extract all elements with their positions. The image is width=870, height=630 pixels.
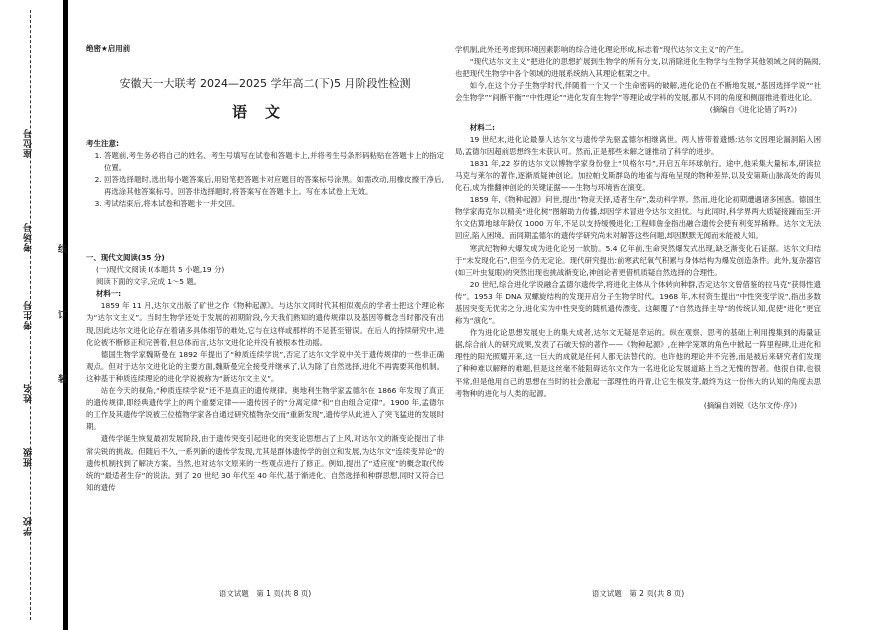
page-footer: 语文试题 第 2 页(共 8 页) [591,589,685,598]
notice-item: 2. 回答选择题时,选出每小题答案后,用铅笔把答题卡对应题目的答案标号涂黑。如需改动,用橡皮擦干净后,再选涂其他答案标号。回答非选择题时,将答案写在答题卡上。写在本试卷上无效。 [104,174,444,198]
paragraph: 站在今天的视角,“种质连续学说”还不是真正的遗传规律。奥地利生物学家孟德尔在 1866 年发现了真正的遗传规律,即经典遗传学上的两个重要定律——遗传因子的“分离定律”和“自由组合定律”。1900 年,孟德尔的工作及其遗传学说被三位植物学家各自通过研究植物杂交而“重新发现”,遗传学从此进入了突飞猛进的发展时期。 [86,386,444,432]
reading-passage-2 [455,44,821,412]
reading-passage-1 [86,252,444,494]
paragraph: 1831 年,22 岁的达尔文以博物学家身份登上“贝格尔号”,开启五年环球航行。途中,他采集大量标本,研读拉马克与莱尔的著作,逐渐质疑神创论。加拉帕戈斯群岛的地雀与海龟呈现的物种差异,以及安第斯山脉高处的海贝化石,成为推翻神创论的关键证据——生物与环境皆在演变。 [455,158,821,193]
paragraph: 寒武纪物种大爆发成为进化论另一软肋。5.4 亿年前,生命突然爆发式出现,缺乏渐变化石证据。达尔文归结于“未发现化石”,但至今仍无定论。现代研究提出:前寒武纪氧气积累与身体结构为爆发创造条件。此外,复杂器官(如三叶虫复眼)的突然出现也挑战渐变论,神创论者更借机质疑自然选择的合理性。 [455,243,821,277]
candidate-number-label: 考生号 [24,300,34,330]
paragraph: 德国生物学家魏斯曼在 1892 年提出了“种质连续学说”,否定了达尔文学说中关于遗传规律的一些非正确观点。但对于达尔文进化论的主要方面,魏斯曼完全接受并继承了,认为除了自然选择,进化不再需要其他机制。这种基于种质连续理论的进化学说被称为“新达尔文主义”。 [86,349,444,383]
candidate-notice [86,138,444,211]
subject-title: 语文 [231,103,298,121]
paragraph: “现代达尔文主义”把进化的思想扩展到生物学的所有分支,以消除进化生物学与生物学其他领域之间的隔阂,也把现代生物学中各个领域的进展系统纳入其理论框架之中。 [455,57,821,79]
page-footer: 语文试题 第 1 页(共 8 页) [218,589,312,598]
paragraph: 20 世纪,综合进化学说融合孟德尔遗传学,将进化主体从个体转向种群,否定达尔文曾借鉴的拉马克“获得性遗传”。1953 年 DNA 双螺旋结构的发现开启分子生物学时代。1968 年,木村资生提出“中性突变学说”,指出多数基因突变无优劣之分,进化实为中性突变的随机遗传漂变。这颠覆了“自然选择主导”的传统认知,促使“进化”更宜称为“演化”。 [455,279,821,326]
paragraph: 学机制,此外还考虑到环境因素影响的综合进化理论形成,标志着“现代达尔文主义”的产生。 [455,45,749,54]
paragraph: 遗传学诞生恢复最初发展阶段,由于遗传突变引起进化的突变论思想占了上风,对达尔文的渐变论提出了非常尖锐的挑战。但随后不久,一系列新的遗传学发现,尤其是群体遗传学的创立和发展,为达尔文“连续变异论”的遗传机制找到了解决方案。当然,也对达尔文原来的一些观点进行了修正。例如,提出了“适应度”的概念取代传统的“最适者生存”的说法。到了 20 世纪 30 年代至 40 年代,基于渐进化、自然选择和种群思想,同时又符合已知的遗传 [86,434,444,492]
class-label: 班级 [24,447,34,467]
source-citation: (摘编自刘锐《达尔文传·序》) [703,400,797,410]
material-label: 材料一: [96,289,122,299]
binding-margin [0,0,70,630]
paragraph: 1859 年,《物种起源》问世,提出“物竞天择,适者生存”,轰动科学界。然而,进化论初期遭遇诸多困惑。德国生物学家海克尔以精美“进化树”图解助力传播,却因学术冒进令达尔文担忧。与此同时,科学界两大质疑接踵而至:开尔文估算地球年龄仅 1000 万年,不足以支持缓慢进化;工程师詹金指出融合遗传会使有利变异稀释。达尔文无法回应,陷入困境。而同期孟德尔的遗传学研究尚未对解答这些问题,却因默默无闻而未能被人知。 [455,195,821,241]
cut-word-bind: 装 [58,375,68,385]
section-heading: 一、现代文阅读(35 分) [86,253,165,262]
page-2 [455,0,821,630]
instruction: 阅读下面的文字,完成 1～5 题。 [96,277,202,287]
source-citation: (摘编自《进化论错了吗?》) [709,105,797,115]
seat-number-label: 座位号 [24,128,34,158]
notice-item: 3. 考试结束后,将本试卷和答题卡一并交回。 [104,198,444,210]
cut-word-line: 线 [58,245,68,255]
cut-word-order: 订 [58,311,68,321]
paragraph: 作为进化论思想发展史上的集大成者,达尔文无疑是幸运的。纵在观察、思考的基础上利用搜集到的海量证据,综合前人的研究成果,发表了石破天惊的著作——《物种起源》,在神学笼罩的角色中掀起一阵里程碑,让进化和理性的阳光照耀开来,这一巨大的成就是任何人都无法替代的。也许他的理论并不完善,而是被后来研究者们发现了种种难以解释的难题,但是这丝毫不能阻碍达尔文作为一名进化论发展道路上当之无愧的智者。他很自律,也很平常,但是他用自己的思想在当时的社会激起一部理性的丹青,让它生根发芽,最终为这一份伟大的认知的角度去思考物种的进化与人类的起源。 [455,328,821,398]
sub-section-heading: (一)现代文阅读 I(本题共 5 小题,19 分) [96,265,225,275]
school-label: 学校 [24,516,34,536]
paragraph: 19 世纪末,进化论最暴人达尔文与遗传学先驱孟德尔相继离世。两人皆带着遗憾:达尔文因理论漏洞陷入困局,孟德尔因超前思想终生未获认可。然而,正是那些未解之谜推动了科学的进步。 [455,134,821,156]
notice-list [86,150,444,210]
notice-title: 考生注意: [86,139,119,148]
paragraph: 如今,在这个分子生物学时代,伴随着一个又一个生命密码的破解,进化论仍在不断地发展,“基因选择学说”“社会生物学”“间断平衡”“中性理论”“进化发育生物学”等理论或学科的发展,都从不同的角度和侧面推进着进化论。 [455,81,821,103]
material-label: 材料二: [469,122,495,132]
paragraph: 1859 年 11 月,达尔文出版了矿世之作《物种起源》。与达尔文同时代其相似观点的学者士把这个理论称为“达尔文主义”。当时生物学还处于发展的初期阶段,今天我们熟知的遗传规律以及基因等概念当时都没有出现,因此达尔文进化论存在着诸多具体细节的难处,它与在这样或那样的不足甚至错误。在后人的持续研究中,进化论被不断修正和完善着,但总体而言,达尔文进化论并没有被根本性动摇。 [86,301,444,347]
name-label: 姓名 [24,383,34,403]
exam-title: 安徽天一大联考 2024—2025 学年高二(下)5 月阶段性检测 [119,77,411,90]
exam-room-label: 考场号 [24,222,34,252]
page-1 [86,0,444,630]
confidential-mark: 绝密★启用前 [86,44,131,53]
notice-item: 1. 答题前,考生务必将自己的姓名、考生号填写在试卷和答题卡上,并将考生号条形码粘贴在答题卡上的指定位置。 [104,150,444,174]
